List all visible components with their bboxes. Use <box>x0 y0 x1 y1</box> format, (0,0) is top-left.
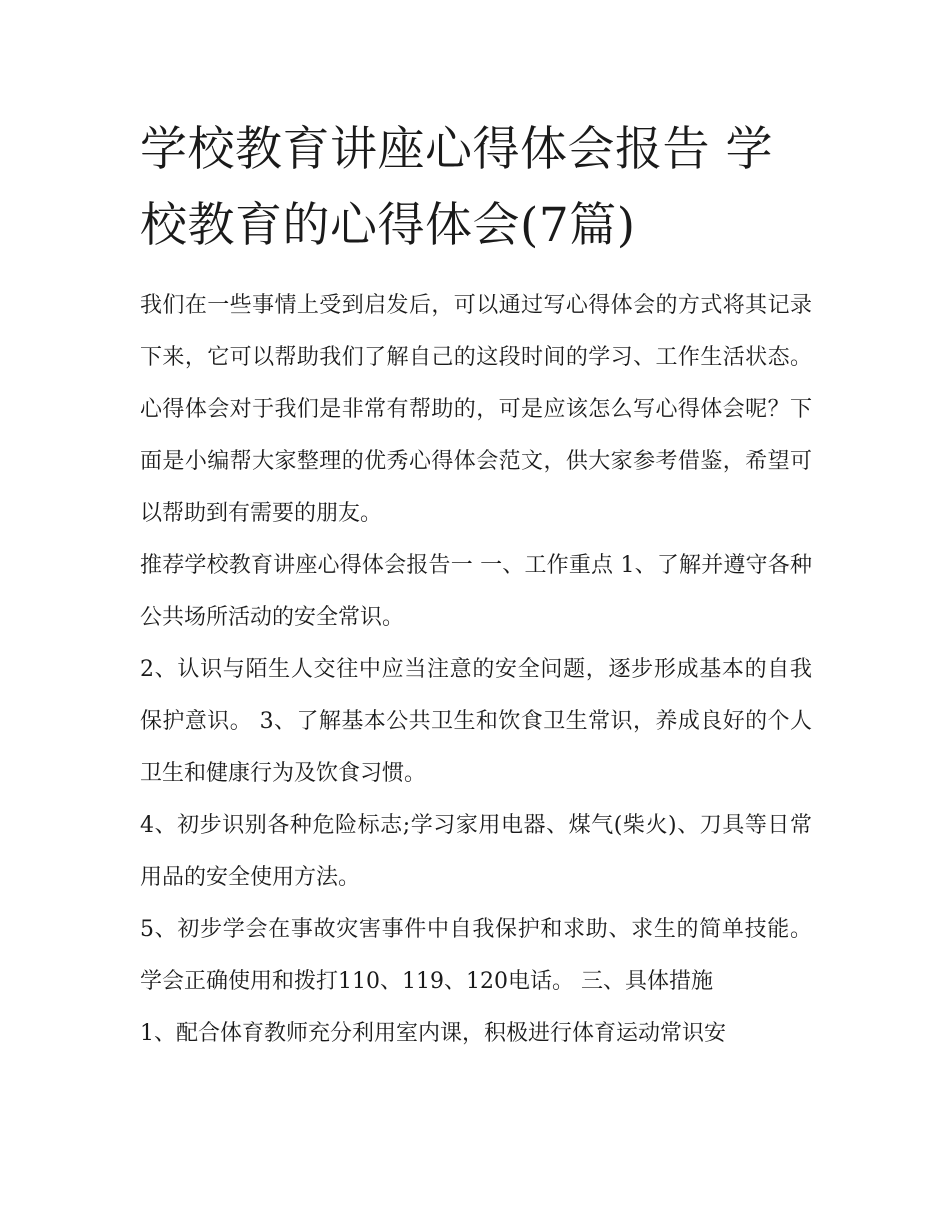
body-paragraph-3: 4、初步识别各种危险标志;学习家用电器、煤气(柴火)、刀具等日常用品的安全使用方法。 <box>140 813 812 890</box>
intro-paragraph: 我们在一些事情上受到启发后，可以通过写心得体会的方式将其记录下来，它可以帮助我们了解自己的这段时间的学习、工作生活状态。心得体会对于我们是非常有帮助的，可是应该怎么写心得体会呢？下面是小编帮大家整理的优秀心得体会范文，供大家参考借鉴，希望可以帮助到有需要的朋友。 <box>140 293 812 526</box>
document-page <box>140 112 812 1060</box>
body-paragraph-1: 推荐学校教育讲座心得体会报告一 一、工作重点 1、了解并遵守各种公共场所活动的安全常识。 <box>140 553 812 630</box>
body-paragraph-4: 5、初步学会在事故灾害事件中自我保护和求助、求生的简单技能。学会正确使用和拨打110、119、120电话。 三、具体措施 <box>140 917 812 994</box>
body-paragraph-5: 1、配合体育教师充分利用室内课，积极进行体育运动常识安 <box>140 1021 726 1046</box>
document-title: 学校教育讲座心得体会报告 学校教育的心得体会(7篇) <box>140 122 773 253</box>
body-paragraph-2: 2、认识与陌生人交往中应当注意的安全问题，逐步形成基本的自我保护意识。 3、了解基本公共卫生和饮食卫生常识，养成良好的个人卫生和健康行为及饮食习惯。 <box>140 657 812 786</box>
